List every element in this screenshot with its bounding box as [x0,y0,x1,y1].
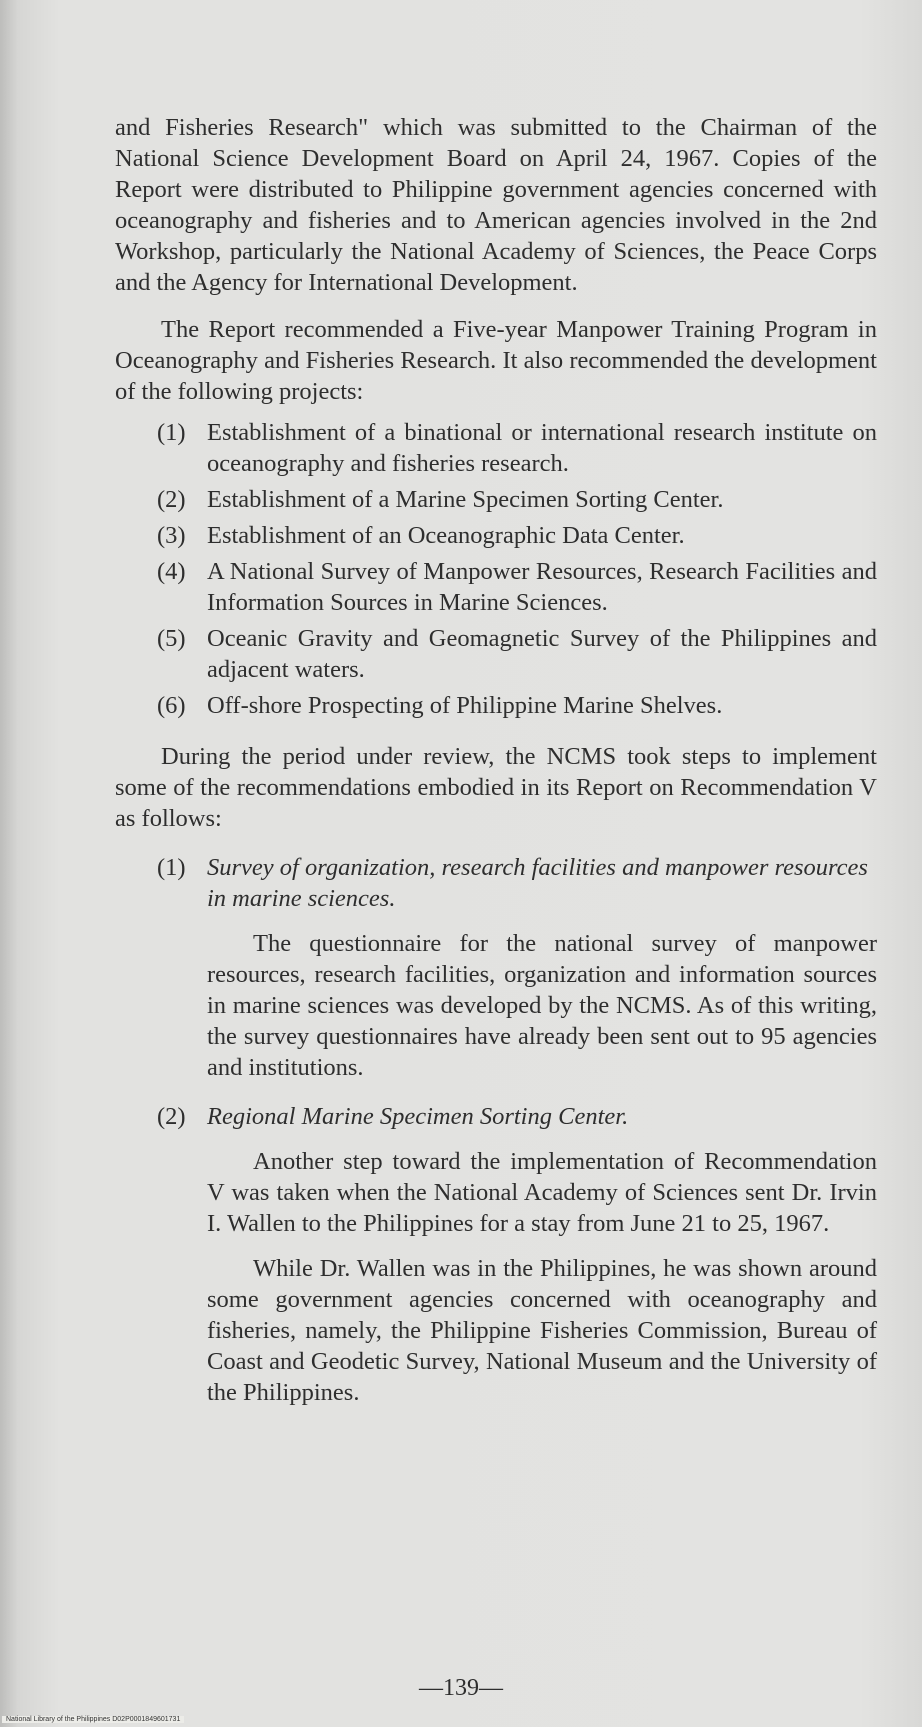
list-number: (4) [157,558,186,585]
paragraph-1: and Fisheries Research" which was submitted to the Chairman of the National Science Development Board on April 24, 1967. Copies of the Report were distributed to Philippine government agencies concerned with oceanography and fisheries and to American agencies involved in the 2nd Workshop, particularly the National Academy of Sciences, the Peace Corps and the Agency for International Development. [115,114,877,296]
step-number: (1) [157,854,186,881]
step-title: Regional Marine Specimen Sorting Center. [207,1103,629,1130]
step-paragraph: While Dr. Wallen was in the Philippines, he was shown around some government agencies concerned with oceanography and fisheries, namely, the Philippine Fisheries Commission, Bureau of Coast and Geodetic Survey, National Museum and the University of the Philippines. [207,1255,877,1406]
step-heading [115,1101,877,1132]
step-body [115,1146,877,1408]
list-item [115,484,877,515]
step-number: (2) [157,1103,186,1130]
paragraph-3: During the period under review, the NCMS took steps to implement some of the recommendations embodied in its Report on Recommendation V as follows: [115,743,877,832]
list-item [115,417,877,479]
list-number: (6) [157,692,186,719]
list-text: Establishment of a Marine Specimen Sorting Center. [207,486,724,513]
step-title: Survey of organization, research facilities and manpower resources in marine sciences. [207,854,868,912]
list-item [115,623,877,685]
list-text: A National Survey of Manpower Resources, Research Facilities and Information Sources in Marine Sciences. [207,558,877,616]
page-text [115,112,877,1408]
list-text: Oceanic Gravity and Geomagnetic Survey of the Philippines and adjacent waters. [207,625,877,683]
list-text: Establishment of a binational or international research institute on oceanography and fisheries research. [207,419,877,477]
archive-footer: National Library of the Philippines D02P0001849601731 [2,1716,184,1723]
list-item [115,690,877,721]
page-number: —139— [419,1675,503,1701]
list-text: Establishment of an Oceanographic Data Center. [207,522,685,549]
list-number: (1) [157,419,186,446]
step-body [115,928,877,1083]
step-heading [115,852,877,914]
list-number: (5) [157,625,186,652]
paragraph-2: The Report recommended a Five-year Manpower Training Program in Oceanography and Fisheries Research. It also recommended the development of the following projects: [115,316,877,405]
list-item [115,520,877,551]
list-number: (3) [157,522,186,549]
list-number: (2) [157,486,186,513]
step-paragraph: The questionnaire for the national survey of manpower resources, research facilities, organization and information sources in marine sciences was developed by the NCMS. As of this writing, the survey questionnaires have already been sent out to 95 agencies and institutions. [207,930,877,1081]
list-item [115,556,877,618]
step-paragraph: Another step toward the implementation of Recommendation V was taken when the National Academy of Sciences sent Dr. Irvin I. Wallen to the Philippines for a stay from June 21 to 25, 1967. [207,1148,877,1237]
list-text: Off-shore Prospecting of Philippine Marine Shelves. [207,692,723,719]
projects-list [115,417,877,721]
